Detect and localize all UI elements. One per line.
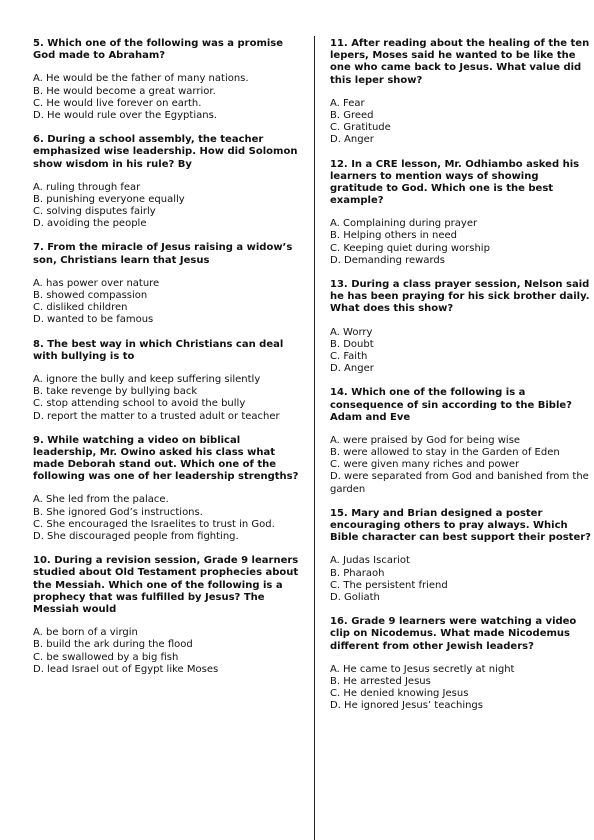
answer-option: C. He denied knowing Jesus [330,688,469,700]
answer-option: A. Complaining during prayer [330,218,478,230]
answer-option: A. has power over nature [33,277,160,289]
answer-option: D. Anger [330,134,374,146]
question-text: 9. While watching a video on biblical leadership, Mr. Owino asked his class what made Deborah stand out. Which one of the following was one of her leadership strengths? [33,434,299,483]
answer-option: C. solving disputes fairly [33,206,156,218]
answer-option: A. Judas Iscariot [330,555,410,567]
answer-option: C. He would live forever on earth. [33,97,202,109]
answer-option: D. Anger [330,363,374,375]
right-column [330,38,592,724]
question-text: 13. During a class prayer session, Nelson said he has been praying for his sick brother daily. What does this show? [330,279,590,315]
answer-option: C. be swallowed by a big fish [33,651,179,663]
question-text: 11. After reading about the healing of the ten lepers, Moses said he wanted to be like the one who came back to Jesus. What value did this leper show? [330,38,590,86]
question-block [33,38,305,122]
question-block [330,279,592,375]
answer-option: D. He ignored Jesus’ teachings [330,700,483,712]
question-text: 8. The best way in which Christians can deal with bullying is to [33,338,284,362]
answer-option: D. He would rule over the Egyptians. [33,109,217,121]
answer-option: D. wanted to be famous [33,314,154,326]
answer-option: B. build the ark during the flood [33,639,193,651]
question-block [33,555,305,676]
answer-option: C. She encouraged the Israelites to trust in God. [33,518,275,530]
answer-option: B. He would become a great warrior. [33,85,216,97]
answer-option: B. showed compassion [33,290,148,301]
answer-option: D. She discouraged people from fighting. [33,531,239,542]
answer-option: A. ignore the bully and keep suffering silently [33,373,261,385]
answer-option: C. Faith [330,350,368,362]
question-text: 14. Which one of the following is a consequence of sin according to the Bible? Adam and Eve [330,387,572,423]
answer-option: B. take revenge by bullying back [33,386,198,398]
question-block [33,242,305,326]
answer-option: C. Gratitude [330,122,391,134]
answer-option: A. were praised by God for being wise [330,434,521,446]
answer-option: B. He arrested Jesus [330,675,431,687]
answer-option: B. Greed [330,109,374,121]
question-block [330,387,592,496]
question-text: 10. During a revision session, Grade 9 learners studied about Old Testament prophecies about the Messiah. Which one of the following is a prophecy that was fulfilled by Jesus? The Messiah would [33,555,299,615]
answer-option: B. Pharaoh [330,567,385,579]
question-text: 12. In a CRE lesson, Mr. Odhiambo asked his learners to mention ways of showing gratitude to God. Which one is the best example? [330,158,580,207]
answer-option: B. Helping others in need [330,230,457,242]
question-text: 5. Which one of the following was a promise God made to Abraham? [33,38,284,62]
question-block [330,159,592,268]
question-block [330,508,592,604]
answer-option: A. He would be the father of many nations. [33,73,249,85]
question-block [330,616,592,712]
answer-option: A. ruling through fear [33,181,141,193]
answer-option: A. be born of a virgin [33,627,138,639]
answer-option: D. lead Israel out of Egypt like Moses [33,663,219,675]
column-divider [314,36,315,840]
question-text: 6. During a school assembly, the teacher emphasized wise leadership. How did Solomon show wisdom in his rule? By [33,134,298,170]
answer-option: B. punishing everyone equally [33,193,185,205]
answer-option: B. She ignored God’s instructions. [33,506,203,518]
question-block [330,38,592,147]
question-text: 15. Mary and Brian designed a poster encouraging others to pray always. Which Bible character can best support their poster? [330,507,591,544]
answer-option: D. report the matter to a trusted adult or teacher [33,410,280,422]
answer-option: C. disliked children [33,302,128,314]
answer-option: D. were separated from God and banished from the garden [330,471,589,495]
answer-option: B. were allowed to stay in the Garden of Eden [330,447,560,459]
answer-option: D. Demanding rewards [330,254,445,266]
left-column [33,38,305,688]
answer-option: A. Worry [330,326,373,338]
answer-option: C. The persistent friend [330,579,448,591]
answer-option: C. Keeping quiet during worship [330,242,490,254]
answer-option: B. Doubt [330,338,374,350]
answer-option: A. He came to Jesus secretly at night [330,663,515,675]
question-block [33,134,305,230]
answer-option: A. She led from the palace. [33,494,169,506]
question-text: 7. From the miracle of Jesus raising a widow’s son, Christians learn that Jesus [33,242,293,266]
answer-option: D. avoiding the people [33,218,147,230]
answer-option: D. Goliath [330,591,380,603]
question-text: 16. Grade 9 learners were watching a video clip on Nicodemus. What made Nicodemus different from other Jewish leaders? [330,616,577,652]
question-block [33,339,305,423]
answer-option: C. stop attending school to avoid the bully [33,398,246,410]
answer-option: A. Fear [330,97,365,109]
question-block [33,435,305,544]
answer-option: C. were given many riches and power [330,459,520,471]
